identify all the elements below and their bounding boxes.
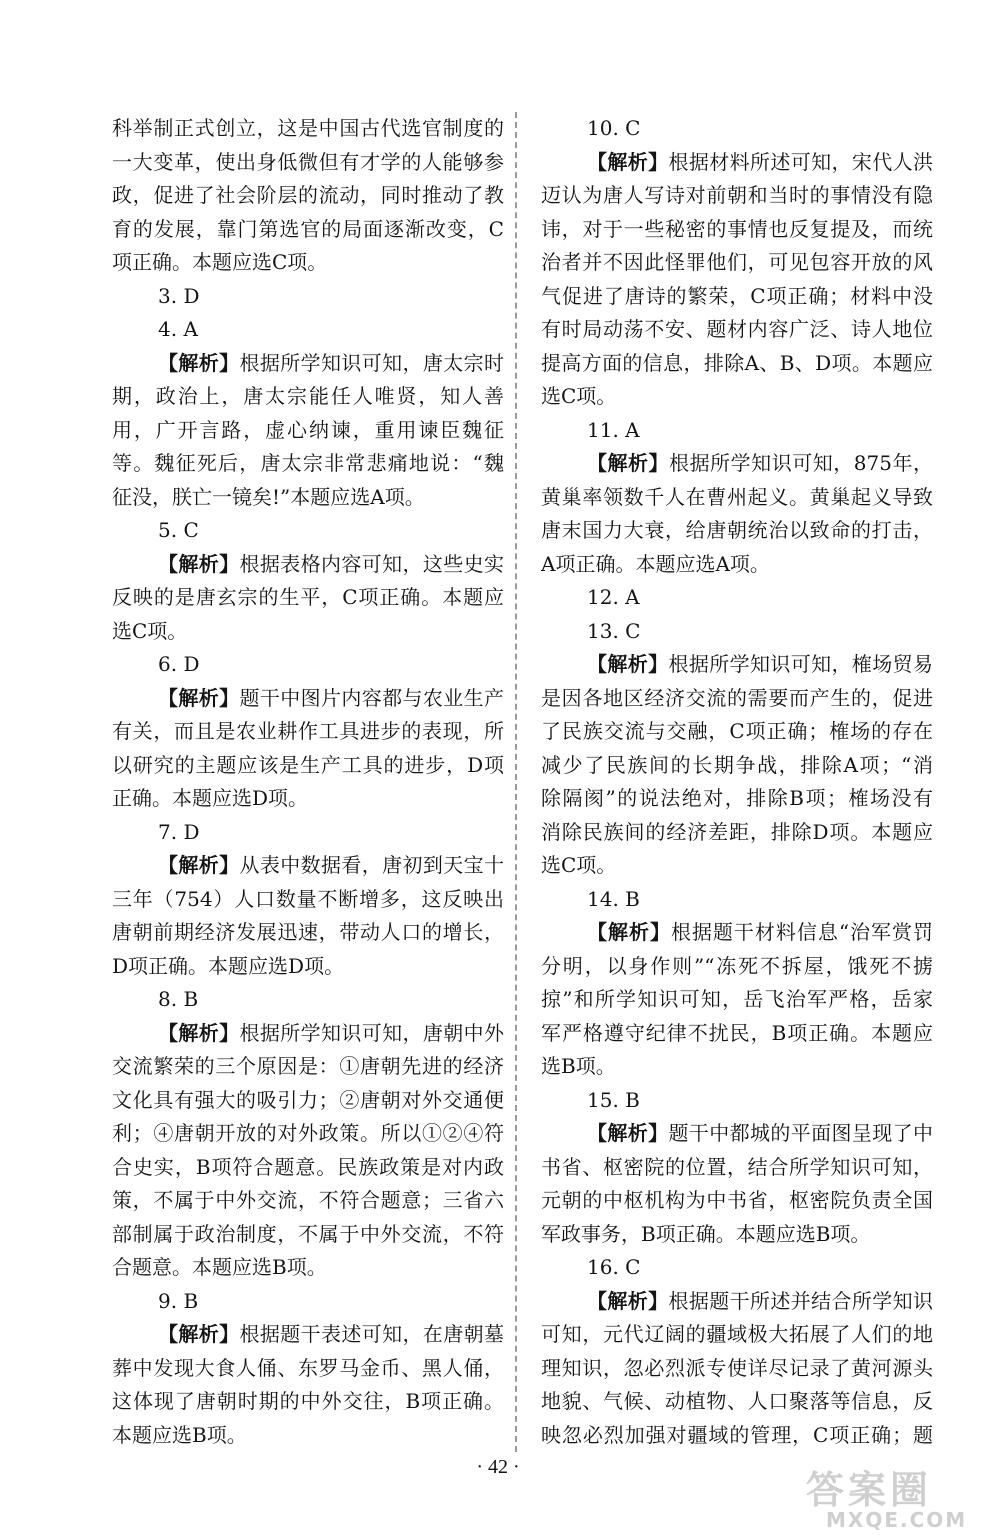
explanation-line (541, 447, 933, 481)
analysis-tag: 【解析】 (587, 920, 671, 944)
answer-number: 9. B (158, 1288, 199, 1313)
text-line: 映忽必烈加强对疆域的管理，C项正确；题 (541, 1422, 933, 1447)
text-line: 选C项。 (541, 384, 617, 408)
text-line: 减少了民族间的长期争战，排除A项；“消 (541, 752, 933, 777)
text-line: 元朝的中枢机构为中书省，枢密院负责全国 (541, 1188, 933, 1212)
text-line: 选C项。 (112, 618, 188, 643)
explanation-line (541, 648, 933, 682)
explanation-line (112, 347, 504, 381)
text-line: 策，不属于中外交流，不符合题意；三省六 (112, 1188, 504, 1212)
text-line: 军政事务，B项正确。本题应选B项。 (541, 1221, 871, 1246)
text-line: 反映的是唐玄宗的生平，C项正确。本题应 (112, 585, 504, 609)
answer-number: 14. B (587, 886, 640, 911)
text-line: 科举制正式创立，这是中国古代选官制度的 (112, 116, 504, 140)
text-line: 消除民族间的经济差距，排除D项。本题应 (541, 819, 933, 844)
answer-number: 13. C (587, 618, 641, 643)
text-line: 用，广开言路，虚心纳谏，重用谏臣魏征 (112, 417, 504, 442)
answer-number: 11. A (587, 417, 640, 442)
text-line: 是因各地区经济交流的需要而产生的，促进 (541, 685, 933, 710)
answer-number: 8. B (158, 987, 199, 1011)
answer-number: 4. A (158, 317, 198, 341)
analysis-tag: 【解析】 (158, 1322, 240, 1346)
watermark-top: 答案圈 (806, 1468, 933, 1512)
text-line: 等。魏征死后，唐太宗非常悲痛地说：“魏 (112, 451, 504, 475)
text-line: 利；④唐朝开放的对外政策。所以①②④符 (112, 1121, 504, 1145)
explanation-line (541, 1285, 933, 1319)
answer-number: 15. B (587, 1087, 640, 1112)
analysis-tag: 【解析】 (587, 1121, 669, 1145)
explanation-line (112, 1318, 504, 1352)
text-line: 期，政治上，唐太宗能任人唯贤，知人善 (112, 384, 504, 408)
analysis-tag: 【解析】 (587, 149, 669, 174)
text-line: 政，促进了社会阶层的流动，同时推动了教 (112, 183, 504, 207)
text-line: 合史实，B项符合题意。民族政策是对内政 (112, 1154, 504, 1179)
text-line: 征没，朕亡一镜矣!”本题应选A项。 (112, 484, 425, 509)
text-line: 除隔阂”的说法绝对，排除B项；榷场没有 (541, 786, 933, 810)
explanation-text: 根据题干表述可知，在唐朝墓 (239, 1322, 504, 1346)
analysis-tag: 【解析】 (158, 853, 240, 877)
text-line: 黄巢率领数千人在曹州起义。黄巢起义导致 (541, 484, 933, 509)
text-line: 一大变革，使出身低微但有才学的人能够参 (112, 149, 504, 174)
explanation-text: 根据所学知识可知，875年， (669, 451, 933, 475)
text-line: 理知识，忽必烈派专使详尽记录了黄河源头 (541, 1355, 933, 1380)
page-number: · 42 · (476, 1456, 520, 1478)
analysis-tag: 【解析】 (587, 451, 670, 475)
explanation-line (541, 916, 933, 950)
explanation-text: 根据所学知识可知，唐朝中外 (239, 1020, 504, 1045)
analysis-tag: 【解析】 (587, 1288, 669, 1313)
text-line: 正确。本题应选D项。 (112, 786, 309, 810)
text-line: 可知，元代辽阔的疆域极大拓展了人们的地 (541, 1322, 933, 1346)
explanation-text: 根据表格内容可知，这些史实 (239, 551, 504, 576)
text-line: 项正确。本题应选C项。 (112, 250, 328, 274)
explanation-line (541, 146, 933, 180)
text-line: 了民族交流与交融，C项正确；榷场的存在 (541, 719, 933, 743)
explanation-text: 根据所学知识可知，唐太宗时 (239, 350, 504, 375)
watermark (806, 1470, 986, 1530)
text-line: 有时局动荡不安、题材内容广泛、诗人地位 (541, 317, 933, 341)
answer-number: 5. C (158, 518, 199, 542)
text-line: 选C项。 (541, 853, 617, 877)
text-line: 书省、枢密院的位置，结合所学知识可知， (541, 1154, 933, 1179)
text-line: 选B项。 (541, 1054, 616, 1078)
text-line: 葬中发现大食人俑、东罗马金币、黑人俑， (112, 1355, 504, 1380)
explanation-line (112, 849, 504, 883)
analysis-tag: 【解析】 (158, 551, 240, 576)
text-line: 讳，对于一些秘密的事情也反复提及，而统 (541, 216, 933, 241)
text-line: 治者并不因此怪罪他们，可见包容开放的风 (541, 250, 933, 274)
text-line: 提高方面的信息，排除A、B、D项。本题应 (541, 350, 933, 375)
text-line: D项正确。本题应选D项。 (112, 953, 345, 978)
answer-number: 7. D (158, 819, 200, 844)
explanation-line (112, 682, 504, 716)
text-line: 本题应选B项。 (112, 1422, 247, 1447)
text-line: 分明，以身作则”“冻死不拆屋，饿死不掳 (541, 953, 933, 978)
text-line: 三年（754）人口数量不断增多，这反映出 (112, 886, 504, 911)
answer-number: 12. A (587, 585, 640, 609)
left-column (112, 112, 504, 1452)
explanation-text: 题干中图片内容都与农业生产 (239, 685, 504, 710)
text-line: 唐朝前期经济发展迅速，带动人口的增长， (112, 920, 504, 944)
explanation-text: 题干中都城的平面图呈现了中 (668, 1121, 933, 1145)
explanation-text: 从表中数据看，唐初到天宝十 (239, 853, 504, 877)
text-line: 文化具有强大的吸引力；②唐朝对外交通便 (112, 1087, 504, 1112)
text-line: 合题意。本题应选B项。 (112, 1255, 327, 1279)
text-line: 地貌、气候、动植物、人口聚落等信息，反 (541, 1389, 933, 1413)
analysis-tag: 【解析】 (158, 1020, 240, 1045)
analysis-tag: 【解析】 (587, 652, 669, 676)
watermark-bottom: MXQE.COM (826, 1508, 968, 1532)
explanation-text: 根据材料所述可知，宋代人洪 (668, 149, 933, 174)
column-divider (515, 112, 517, 1452)
text-line: 掠”和所学知识可知，岳飞治军严格，岳家 (541, 987, 933, 1011)
answer-number: 10. C (587, 116, 641, 140)
text-line: 气促进了唐诗的繁荣，C项正确；材料中没 (541, 283, 933, 308)
explanation-text: 根据题干所述并结合所学知识 (668, 1288, 933, 1313)
answer-number: 6. D (158, 652, 200, 676)
text-line: 唐末国力大衰，给唐朝统治以致命的打击， (541, 518, 933, 542)
text-line: 育的发展，靠门第选官的局面逐渐改变，C (112, 216, 504, 241)
text-line: 有关，而且是农业耕作工具进步的表现，所 (112, 719, 504, 743)
text-line: 军严格遵守纪律不扰民，B项正确。本题应 (541, 1020, 933, 1045)
analysis-tag: 【解析】 (158, 350, 240, 375)
text-line: A项正确。本题应选A项。 (541, 551, 770, 576)
analysis-tag: 【解析】 (158, 685, 240, 710)
text-line: 以研究的主题应该是生产工具的进步，D项 (112, 752, 504, 777)
explanation-text: 根据所学知识可知，榷场贸易 (668, 652, 933, 676)
right-column (541, 112, 933, 1452)
text-line: 部制属于政治制度，不属于中外交流，不符 (112, 1221, 504, 1246)
explanation-line (112, 548, 504, 582)
text-line: 交流繁荣的三个原因是：①唐朝先进的经济 (112, 1054, 504, 1078)
answer-number: 16. C (587, 1255, 641, 1279)
explanation-text: 根据题干材料信息“治军赏罚 (670, 920, 933, 944)
text-line: 迈认为唐人写诗对前朝和当时的事情没有隐 (541, 183, 933, 207)
explanation-line (112, 1017, 504, 1051)
answer-number: 3. D (158, 283, 200, 308)
text-line: 这体现了唐朝时期的中外交往，B项正确。 (112, 1389, 504, 1413)
explanation-line (541, 1117, 933, 1151)
